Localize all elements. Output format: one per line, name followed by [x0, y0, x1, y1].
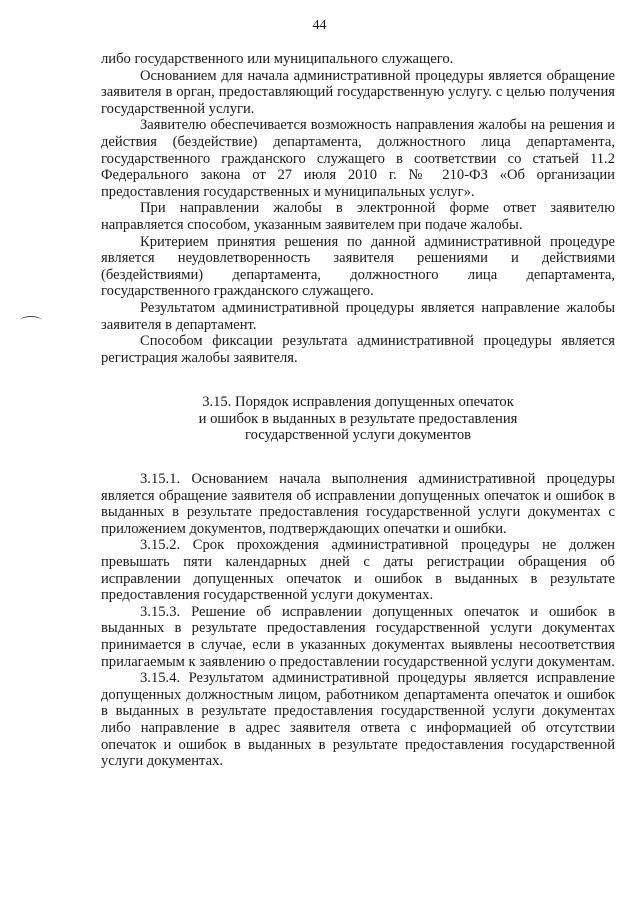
- section-heading: [101, 394, 615, 444]
- section-heading-line: 3.15. Порядок исправления допущенных опечаток: [202, 394, 514, 411]
- clause-3-15-2: 3.15.2. Срок прохождения административной процедуры не должен превышать пяти календарных дней с даты регистрации обращения об исправлении допущенных опечаток и ошибок в выданных в результате предоставления государственной услуги документах.: [101, 537, 615, 604]
- paragraph: При направлении жалобы в электронной форме ответ заявителю направляется способом, указанным заявителем при подаче жалобы.: [101, 200, 615, 233]
- paragraph: Критерием принятия решения по данной административной процедуре является неудовлетворенность заявителя решениями и действиями (бездействиями) департамента, должностного лица департамента, государственного гражданского служащего.: [101, 233, 615, 300]
- section-heading-line: государственной услуги документов: [244, 427, 472, 444]
- clause-3-15-4: 3.15.4. Результатом административной процедуры является исправление допущенных должностным лицом, работником департамента опечаток и ошибок в выданных в результате предоставления государственной услуги документах либо направление в адрес заявителя ответа с информацией об отсутствии опечаток и ошибок в выданных в результате предоставления государственной услуги документах.: [101, 670, 615, 770]
- paragraph-continuation: либо государственного или муниципального служащего.: [101, 51, 454, 67]
- margin-mark: [20, 316, 42, 325]
- clause-3-15-1: 3.15.1. Основанием начала выполнения административной процедуры является обращение заявителя об исправлении допущенных опечаток и ошибок в выданных в результате предоставления государственной услуги документах с приложением документов, подтверждающих опечатки и ошибки.: [101, 471, 615, 537]
- paragraph: Заявителю обеспечивается возможность направления жалобы на решения и действия (бездействие) департамента, должностного лица департамента, государственного гражданского служащего в соответствии со статьей 11.2 Федерального закона от 27 июля 2010 г. № 210-ФЗ «Об организации предоставления государственных и муниципальных услуг».: [101, 117, 615, 200]
- clause-3-15-3: 3.15.3. Решение об исправлении допущенных опечаток и ошибок в выданных в результате предоставления государственной услуги документах принимается в случае, если в указанных документах выявлены несоответствия прилагаемым к заявлению о предоставлении государственной услуги документам.: [101, 603, 615, 670]
- paragraph: Способом фиксации результата административной процедуры является регистрация жалобы заявителя.: [101, 333, 615, 366]
- document-body: [101, 51, 615, 770]
- section-heading-line: и ошибок в выданных в результате предоставления: [198, 410, 518, 427]
- page-number: 44: [312, 18, 327, 33]
- paragraph: Основанием для начала административной процедуры является обращение заявителя в орган, предоставляющий государственную услугу. с целью получения государственной услуги.: [101, 67, 615, 117]
- paragraph: Результатом административной процедуры является направление жалобы заявителя в департамент.: [101, 299, 615, 333]
